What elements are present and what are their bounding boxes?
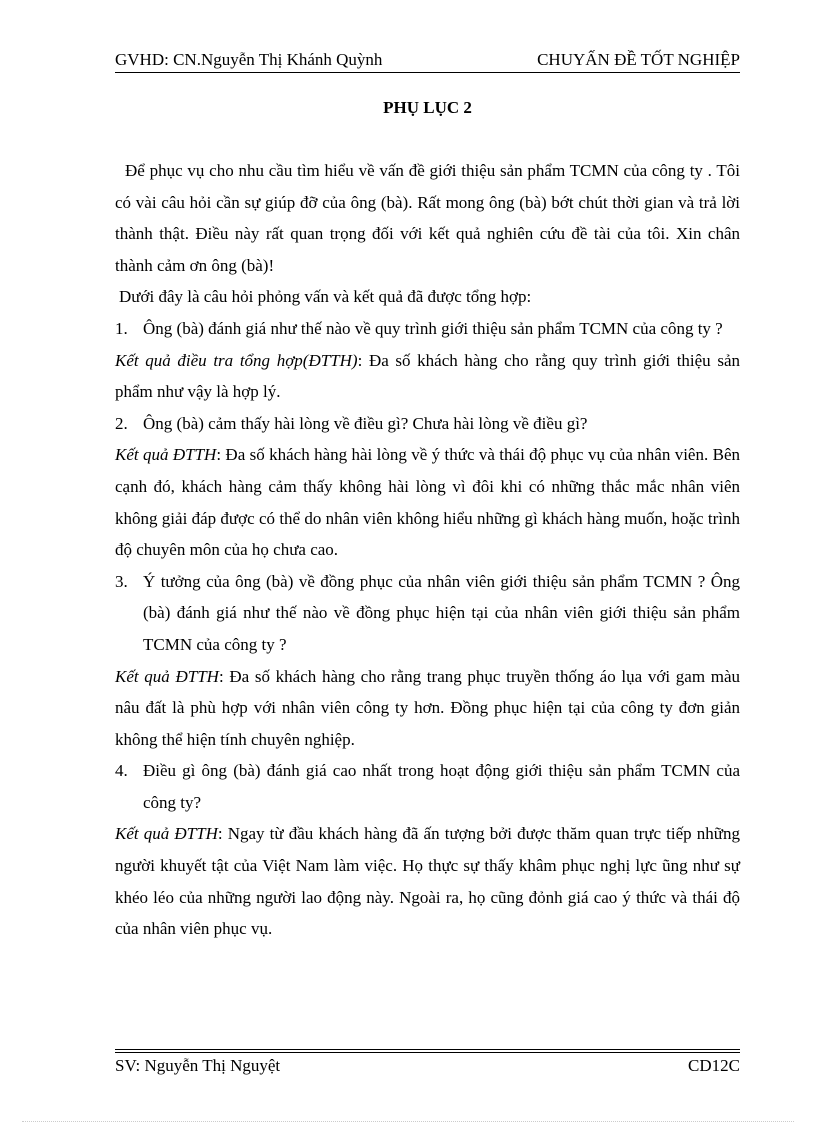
question-4 [115,755,740,818]
document-body [115,155,740,945]
footer-class-code: CD12C [688,1056,740,1075]
result-text: : Đa số khách hàng hài lòng về ý thức và thái độ phục vụ của nhân viên. Bên cạnh đó, khách hàng cảm thấy không hài lòng vì đôi khi có những thắc mắc nhân viên không giải đáp được có thể do nhân viên không hiểu những gì khách hàng muốn, hoặc trình độ chuyên môn của họ chưa cao. [115,445,740,560]
footer-divider-double [115,1052,740,1053]
result-text: : Đa số khách hàng cho rằng trang phục truyền thống áo lụa với gam màu nâu đất là phù hợp với nhân viên công ty hơn. Đồng phục hiện tại của công ty đơn giản không thể hiện tính chuyên nghiệp. [115,666,740,749]
question-1 [115,313,740,345]
question-number: 1. [115,318,128,338]
question-2 [115,408,740,440]
result-1 [115,345,740,408]
page-edge [22,1121,794,1122]
result-text: : Ngay từ đầu khách hàng đã ấn tượng bởi được thăm quan trực tiếp những người khuyết tật của Việt Nam làm việc. Họ thực sự thấy khâm phục nghị lực ũng như sự khéo léo của những người lao động này. Ngoài ra, họ cũng đỏnh giá cao ý thức và thái độ của nhân viên phục vụ. [115,824,740,939]
result-label: Kết quả ĐTTH [115,666,219,686]
header-supervisor: GVHD: CN.Nguyễn Thị Khánh Quỳnh [115,50,383,69]
result-label: Kết quả ĐTTH [115,824,218,844]
question-number: 2. [115,413,128,433]
page-title: PHỤ LỤC 2 [383,98,472,117]
intro-paragraph: Để phục vụ cho nhu cầu tìm hiểu về vấn đề giới thiệu sản phẩm TCMN của công ty . Tôi có vài câu hỏi cần sự giúp đỡ của ông (bà). Rất mong ông (bà) bớt chút thời gian và trả lời thành thật. Điều này rất quan trọng đối với kết quả nghiên cứu đề tài của tôi. Xin chân thành cảm ơn ông (bà)! [115,161,740,275]
question-text: Ông (bà) đánh giá như thế nào về quy trình giới thiệu sản phẩm TCMN của công ty ? [143,318,723,338]
page-footer [115,1054,740,1078]
result-text: : Đa số khách hàng cho rằng quy trình giới thiệu sản phẩm như vậy là hợp lý. [115,350,740,402]
header-thesis-title: CHUYẤN ĐỀ TỐT NGHIỆP [537,50,740,69]
result-label: Kết quả ĐTTH [115,445,217,465]
subintro-paragraph: Dưới đây là câu hỏi phỏng vấn và kết quả đã được tổng hợp: [119,287,532,307]
question-3 [115,566,740,661]
result-3 [115,661,740,756]
question-text: Ý tưởng của ông (bà) về đồng phục của nhân viên giới thiệu sản phẩm TCMN ? Ông (bà) đánh giá như thế nào về đồng phục hiện tại của nhân viên giới thiệu sản phẩm TCMN của công ty ? [143,571,740,654]
question-text: Ông (bà) cảm thấy hài lòng về điều gì? Chưa hài lòng về điều gì? [143,413,588,433]
footer-student: SV: Nguyễn Thị Nguyệt [115,1056,281,1075]
page-header [115,48,740,73]
question-text: Điều gì ông (bà) đánh giá cao nhất trong hoạt động giới thiệu sản phẩm TCMN của công ty? [143,761,740,812]
question-number: 3. [115,571,128,591]
result-4 [115,818,740,944]
result-2 [115,439,740,565]
result-label: Kết quả điều tra tổng hợp(ĐTTH) [115,350,358,370]
question-number: 4. [115,761,128,781]
footer-divider [115,1049,740,1050]
